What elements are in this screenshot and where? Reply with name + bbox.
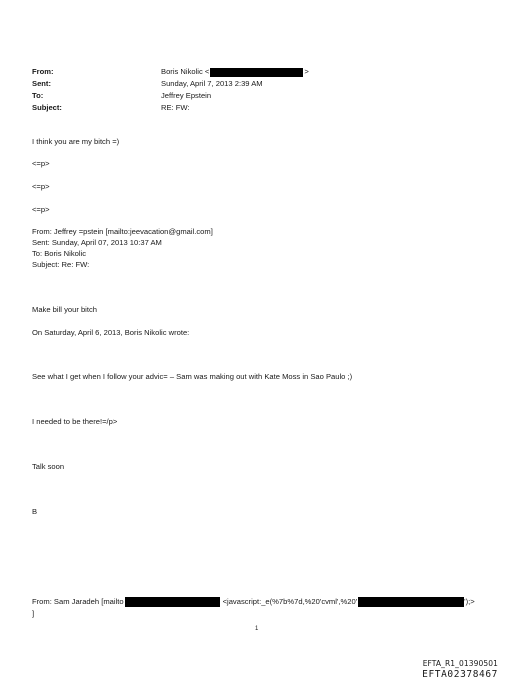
to-value: Jeffrey Epstein bbox=[161, 91, 212, 100]
body-line: Talk soon bbox=[32, 462, 65, 471]
sent-value: Sunday, April 7, 2013 2:39 AM bbox=[161, 79, 263, 88]
redaction-block bbox=[358, 597, 464, 607]
page-number: 1 bbox=[255, 626, 259, 632]
from-name: Boris Nikolic < bbox=[161, 67, 210, 76]
sent-label: Sent: bbox=[32, 79, 51, 88]
subject-value: RE: FW: bbox=[161, 103, 190, 112]
body-line: B bbox=[32, 507, 38, 516]
body-line: See what I get when I follow your advic= – Sam was making out with Kate Moss in Sao Paulo ;) bbox=[32, 372, 353, 381]
subject-label: Subject: bbox=[32, 103, 62, 112]
last-from-line bbox=[32, 597, 475, 607]
quoted-to: To: Boris Nikolic bbox=[32, 249, 87, 258]
quoted-sent: Sent: Sunday, April 07, 2013 10:37 AM bbox=[32, 238, 162, 247]
from-label: From: bbox=[32, 67, 54, 76]
body-line: I needed to be there!=/p> bbox=[32, 417, 118, 426]
efta-stamp-2: EFTA02378467 bbox=[422, 669, 498, 680]
body-line: I think you are my bitch =) bbox=[32, 137, 120, 146]
body-line: <=p> bbox=[32, 205, 50, 214]
last-bracket: ] bbox=[32, 609, 35, 618]
quoted-from: From: Jeffrey =pstein [mailto:jeevacation@gmail.com] bbox=[32, 227, 213, 236]
last-from-end: ');> bbox=[464, 597, 475, 606]
body-line: Make bill your bitch bbox=[32, 305, 97, 314]
body-line: On Saturday, April 6, 2013, Boris Nikolic wrote: bbox=[32, 328, 190, 337]
from-value bbox=[161, 67, 309, 77]
from-close: > bbox=[304, 67, 309, 76]
body-line: <=p> bbox=[32, 182, 50, 191]
redaction-block bbox=[210, 68, 303, 77]
body-line: <=p> bbox=[32, 159, 50, 168]
redaction-block bbox=[125, 597, 220, 607]
quoted-subject: Subject: Re: FW: bbox=[32, 260, 90, 269]
last-from-js: <javascript:_e(%7b%7d,%20'cvml',%20' bbox=[222, 597, 358, 606]
last-from-prefix: From: Sam Jaradeh [mailto bbox=[32, 597, 124, 606]
to-label: To: bbox=[32, 91, 44, 100]
efta-stamp-1: EFTA_R1_01390501 bbox=[422, 659, 498, 668]
